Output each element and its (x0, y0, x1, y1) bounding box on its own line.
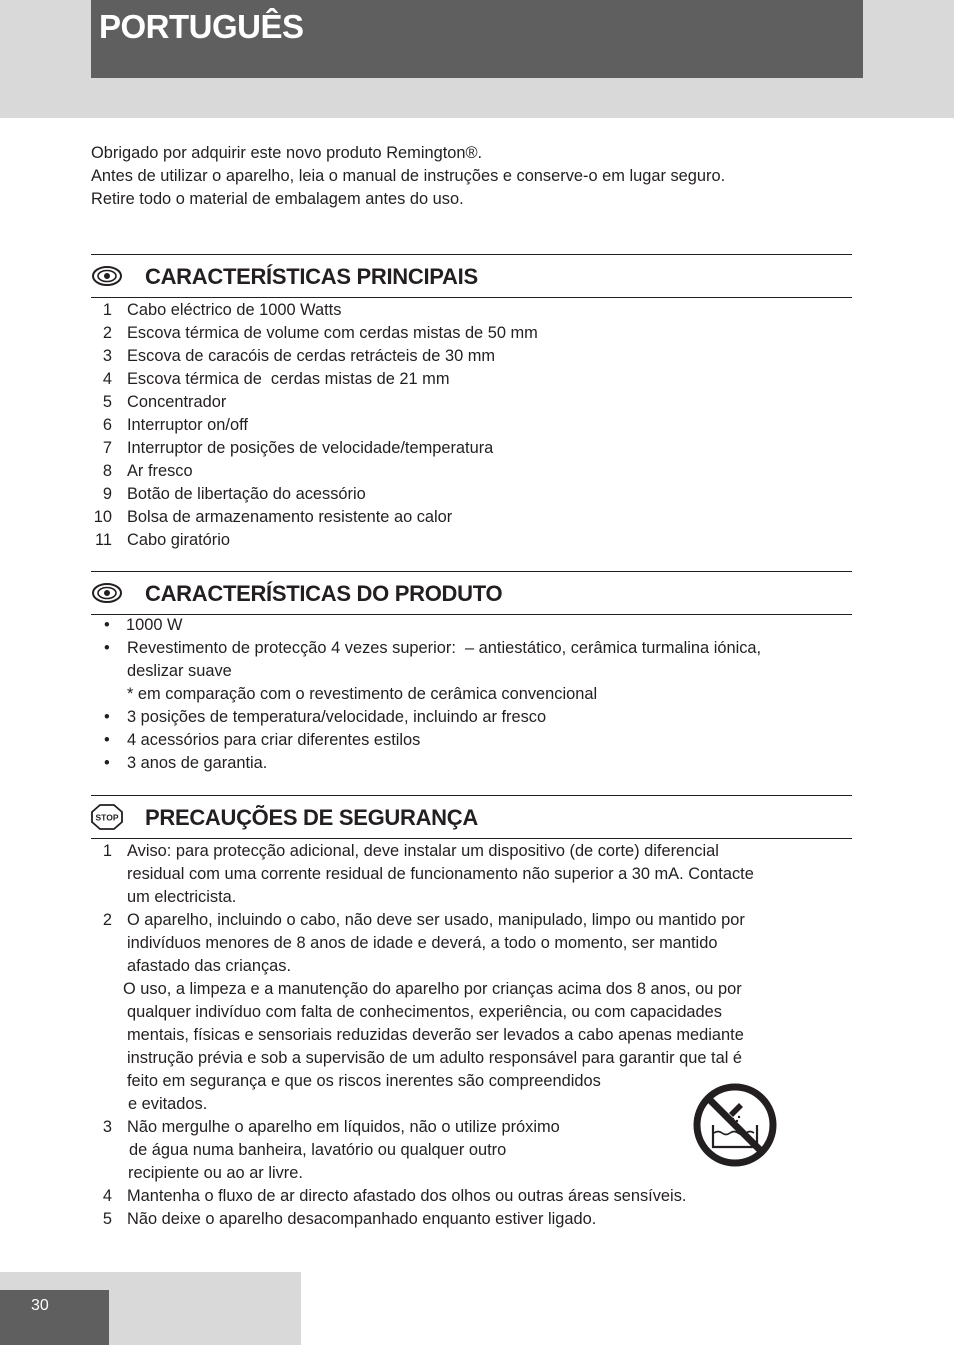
stop-icon-label: STOP (95, 812, 119, 823)
item-number: 4 (102, 1187, 112, 1205)
no-water-warning-icon (693, 1083, 777, 1167)
list-item (91, 1185, 852, 1208)
item-text: Escova térmica de cerdas mistas de 21 mm (127, 370, 450, 388)
list-item (91, 637, 852, 660)
item-text: Aviso: para protecção adicional, deve instalar um dispositivo (de corte) diferencial (127, 842, 719, 860)
intro-line: Antes de utilizar o aparelho, leia o manual de instruções e conserve-o em lugar seguro. (91, 167, 726, 185)
list-item (91, 483, 852, 506)
item-text: O uso, a limpeza e a manutenção do aparelho por crianças acima dos 8 anos, ou por (123, 980, 742, 998)
eye-icon (91, 580, 123, 606)
section-title: CARACTERÍSTICAS DO PRODUTO (145, 581, 503, 606)
list-item (91, 1208, 852, 1231)
stop-icon (91, 804, 123, 830)
bullet: • (104, 754, 110, 772)
item-number: 1 (102, 301, 112, 319)
item-text: O aparelho, incluindo o cabo, não deve ser usado, manipulado, limpo ou mantido por (127, 911, 745, 929)
item-text: feito em segurança e que os riscos inerentes são compreendidos (127, 1072, 601, 1090)
item-number: 4 (102, 370, 112, 388)
list-item (91, 840, 852, 909)
bullet: • (104, 639, 110, 657)
intro-line: Retire todo o material de embalagem antes do uso. (91, 190, 464, 208)
list-item (91, 414, 852, 437)
list-item (91, 437, 852, 460)
item-text: Não deixe o aparelho desacompanhado enquanto estiver ligado. (127, 1210, 597, 1228)
features-list (91, 299, 852, 552)
item-text: mentais, físicas e sensoriais reduzidas deverão ser levados a cabo apenas mediante (127, 1026, 744, 1044)
item-text: Mantenha o fluxo de ar directo afastado dos olhos ou outras áreas sensíveis. (127, 1187, 687, 1205)
item-number: 3 (102, 347, 112, 365)
list-item-continuation (91, 660, 852, 683)
intro-line: Obrigado por adquirir este novo produto Remington®. (91, 144, 483, 162)
item-text: indivíduos menores de 8 anos de idade e deverá, a todo o momento, ser mantido (127, 934, 718, 952)
item-text: de água numa banheira, lavatório ou qualquer outro (129, 1141, 507, 1159)
item-number: 8 (102, 462, 112, 480)
list-item (91, 368, 852, 391)
item-text: qualquer indivíduo com falta de conhecimentos, experiência, ou com capacidades (127, 1003, 722, 1021)
item-text: 1000 W (126, 616, 183, 634)
page-number: 30 (31, 1297, 49, 1314)
item-number: 7 (102, 439, 112, 457)
footer-page-box (0, 1290, 109, 1345)
item-number: 5 (102, 1210, 112, 1228)
list-item (91, 322, 852, 345)
item-text: Revestimento de protecção 4 vezes superior: – antiestático, cerâmica turmalina iónica, (127, 639, 762, 657)
item-number: 10 (93, 508, 112, 526)
item-number: 11 (94, 531, 112, 549)
item-text: residual com uma corrente residual de funcionamento não superior a 30 mA. Contacte (127, 865, 754, 883)
list-item (91, 460, 852, 483)
item-text: Bolsa de armazenamento resistente ao calor (127, 508, 453, 526)
eye-icon (91, 263, 123, 289)
list-item (91, 706, 852, 729)
note-text: * em comparação com o revestimento de cerâmica convencional (127, 685, 598, 703)
bullet: • (104, 731, 110, 749)
item-text: Cabo giratório (127, 531, 230, 549)
list-item (91, 752, 852, 775)
list-item (91, 391, 852, 414)
item-text: recipiente ou ao ar livre. (128, 1164, 303, 1182)
item-text: instrução prévia e sob a supervisão de um adulto responsável para garantir que tal é (127, 1049, 743, 1067)
item-text: 3 anos de garantia. (127, 754, 268, 772)
section-main-features (91, 254, 852, 552)
list-item (91, 909, 852, 978)
list-item (91, 529, 852, 552)
item-text: Interruptor on/off (127, 416, 248, 434)
item-text: Escova térmica de volume com cerdas mistas de 50 mm (127, 324, 538, 342)
item-number: 9 (102, 485, 112, 503)
page-title: PORTUGUÊS (99, 8, 304, 45)
list-item (91, 299, 852, 322)
item-text: afastado das crianças. (127, 957, 292, 975)
section-header (91, 254, 852, 298)
safety-list (91, 840, 852, 1231)
item-text: Ar fresco (127, 462, 193, 480)
item-number: 3 (102, 1118, 112, 1136)
section-header (91, 795, 852, 839)
item-text: um electricista. (127, 888, 237, 906)
bullet: • (104, 708, 110, 726)
item-text: Concentrador (127, 393, 227, 411)
item-number: 2 (102, 324, 112, 342)
list-item (91, 729, 852, 752)
list-item (91, 614, 852, 637)
list-item (91, 506, 852, 529)
section-header (91, 571, 852, 615)
bullet: • (104, 616, 110, 634)
section-title: PRECAUÇÕES DE SEGURANÇA (145, 805, 478, 830)
item-text: Interruptor de posições de velocidade/temperatura (127, 439, 494, 457)
item-text: 3 posições de temperatura/velocidade, incluindo ar fresco (127, 708, 547, 726)
item-text: deslizar suave (127, 662, 232, 680)
title-bar (91, 0, 863, 78)
item-text: e evitados. (128, 1095, 208, 1113)
list-item (91, 345, 852, 368)
section-product-features (91, 571, 852, 775)
item-text: Não mergulhe o aparelho em líquidos, não o utilize próximo (127, 1118, 560, 1136)
item-number: 2 (102, 911, 112, 929)
item-number: 5 (102, 393, 112, 411)
intro-text (91, 142, 725, 211)
item-number: 1 (102, 842, 112, 860)
item-text: Escova de caracóis de cerdas retrácteis de 30 mm (127, 347, 496, 365)
item-text: Cabo eléctrico de 1000 Watts (127, 301, 342, 319)
footnote (91, 683, 852, 706)
item-text: Botão de libertação do acessório (127, 485, 366, 503)
item-text: 4 acessórios para criar diferentes estilos (127, 731, 421, 749)
product-list (91, 614, 852, 775)
section-title: CARACTERÍSTICAS PRINCIPAIS (145, 264, 478, 289)
item-number: 6 (102, 416, 112, 434)
